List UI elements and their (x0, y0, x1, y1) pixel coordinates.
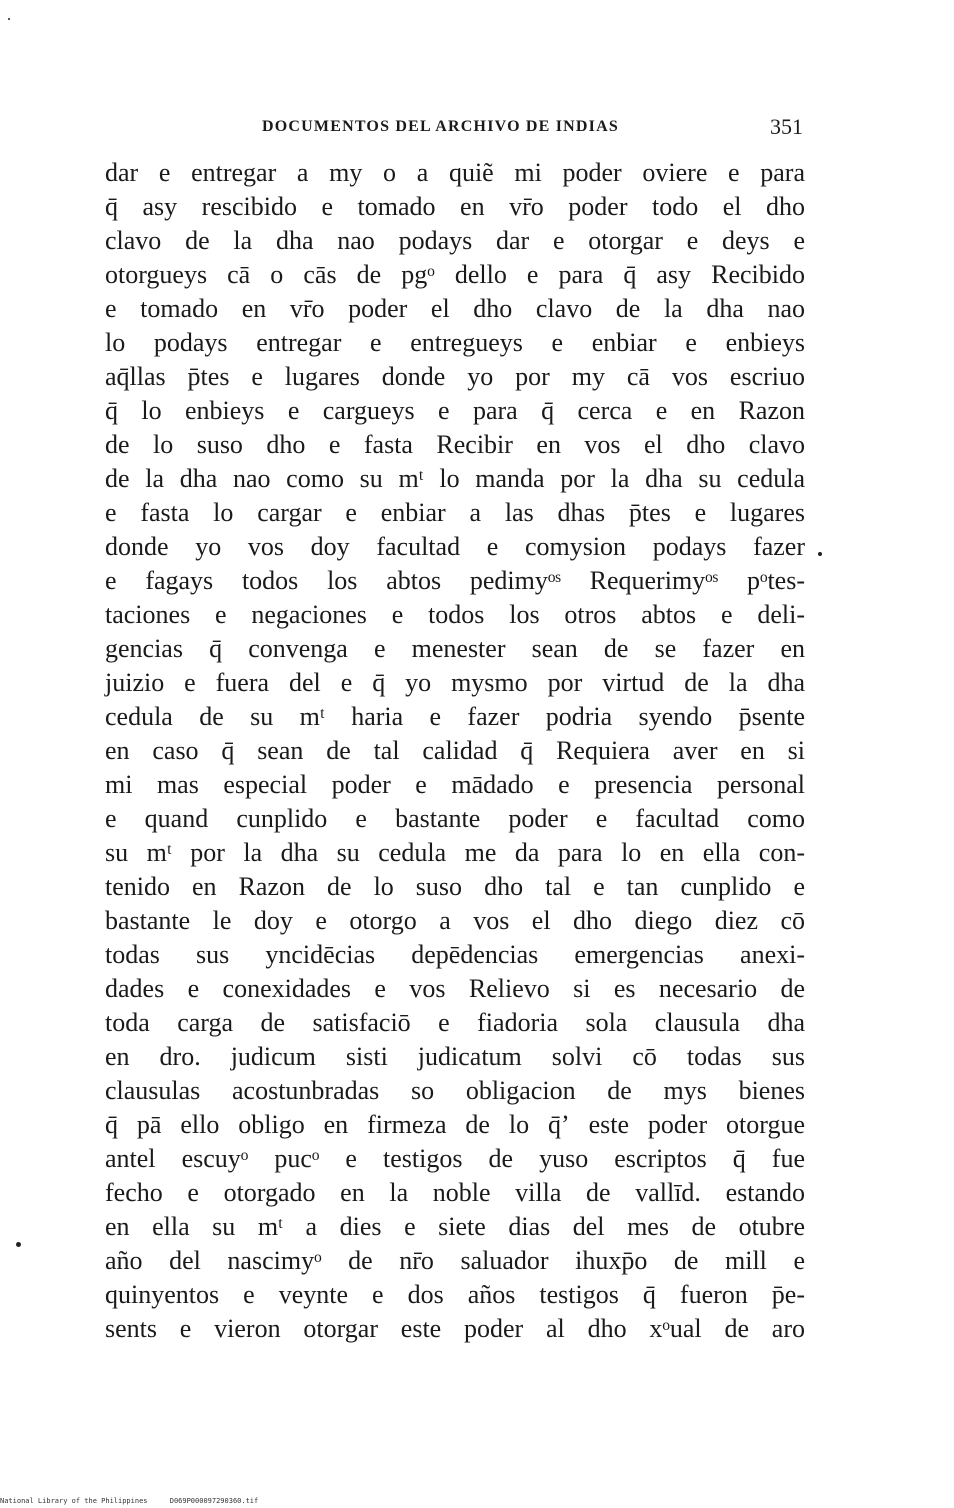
text-line: juizio e fuera del e q̄ yo mysmo por virtud de la dha (105, 668, 805, 697)
text-line: mi mas especial poder e mādado e presencia personal (105, 770, 805, 799)
text-line: donde yo vos doy facultad e comysion podays fazer (105, 532, 805, 561)
text-line: sents e vieron otorgar este poder al dho xᵒual de aro (105, 1314, 805, 1343)
body-text (105, 156, 805, 1346)
text-line: fecho e otorgado en la noble villa de vallīd. estando (105, 1178, 805, 1207)
scan-speck (818, 552, 822, 556)
file-id-stamp: D069P000097290360.tif (169, 1497, 259, 1505)
text-line: otorgueys cā o cās de pgᵒ dello e para q̄ asy Recibido (105, 260, 805, 289)
text-line: de la dha nao como su mᵗ lo manda por la dha su cedula (105, 464, 805, 493)
text-line: lo podays entregar e entregueys e enbiar e enbieys (105, 328, 805, 357)
text-line: en dro. judicum sisti judicatum solvi cō todas sus (105, 1042, 805, 1071)
scan-speck (8, 18, 10, 20)
page-header (262, 112, 822, 144)
text-line: e quand cunplido e bastante poder e facultad como (105, 804, 805, 833)
text-line: q̄ lo enbieys e cargueys e para q̄ cerca e en Razon (105, 396, 805, 425)
scan-footer (0, 1497, 276, 1505)
text-line: en ella su mᵗ a dies e siete dias del mes de otubre (105, 1212, 805, 1241)
scan-speck (16, 1242, 21, 1247)
text-line: e fagays todos los abtos pedimyᵒˢ Requerimyᵒˢ pᵒtes- (105, 566, 805, 595)
text-line: clavo de la dha nao podays dar e otorgar e deys e (105, 226, 805, 255)
running-head: DOCUMENTOS DEL ARCHIVO DE INDIAS (262, 118, 619, 135)
text-line: cedula de su mᵗ haria e fazer podria syendo p̄sente (105, 702, 805, 731)
text-line: de lo suso dho e fasta Recibir en vos el dho clavo (105, 430, 805, 459)
page-number: 351 (770, 114, 803, 139)
text-line: dar e entregar a my o a quiẽ mi poder oviere e para (105, 158, 805, 187)
text-line: en caso q̄ sean de tal calidad q̄ Requiera aver en si (105, 736, 805, 765)
text-line: aq̄llas p̄tes e lugares donde yo por my cā vos escriuo (105, 362, 805, 391)
text-line: antel escuyᵒ pucᵒ e testigos de yuso escriptos q̄ fue (105, 1144, 805, 1173)
text-line: año del nascimyᵒ de nr̄o saluador ihuxp̄o de mill e (105, 1246, 805, 1275)
text-line: su mᵗ por la dha su cedula me da para lo en ella con- (105, 838, 805, 867)
text-line: clausulas acostunbradas so obligacion de mys bienes (105, 1076, 805, 1105)
library-stamp: National Library of the Philippines (0, 1497, 148, 1505)
text-line: e fasta lo cargar e enbiar a las dhas p̄tes e lugares (105, 498, 805, 527)
text-line: e tomado en vr̄o poder el dho clavo de la dha nao (105, 294, 805, 323)
text-line: gencias q̄ convenga e menester sean de se fazer en (105, 634, 805, 663)
text-line: toda carga de satisfaciō e fiadoria sola clausula dha (105, 1008, 805, 1037)
text-line: dades e conexidades e vos Relievo si es necesario de (105, 974, 805, 1003)
text-line: bastante le doy e otorgo a vos el dho diego diez cō (105, 906, 805, 935)
text-line: tenido en Razon de lo suso dho tal e tan cunplido e (105, 872, 805, 901)
text-line: q̄ asy rescibido e tomado en vr̄o poder todo el dho (105, 192, 805, 221)
text-line: taciones e negaciones e todos los otros abtos e deli- (105, 600, 805, 629)
text-line: todas sus yncidēcias depēdencias emergencias anexi- (105, 940, 805, 969)
text-line: quinyentos e veynte e dos años testigos q̄ fueron p̄e- (105, 1280, 805, 1309)
text-line: q̄ pā ello obligo en firmeza de lo q̄ʼ este poder otorgue (105, 1110, 805, 1139)
